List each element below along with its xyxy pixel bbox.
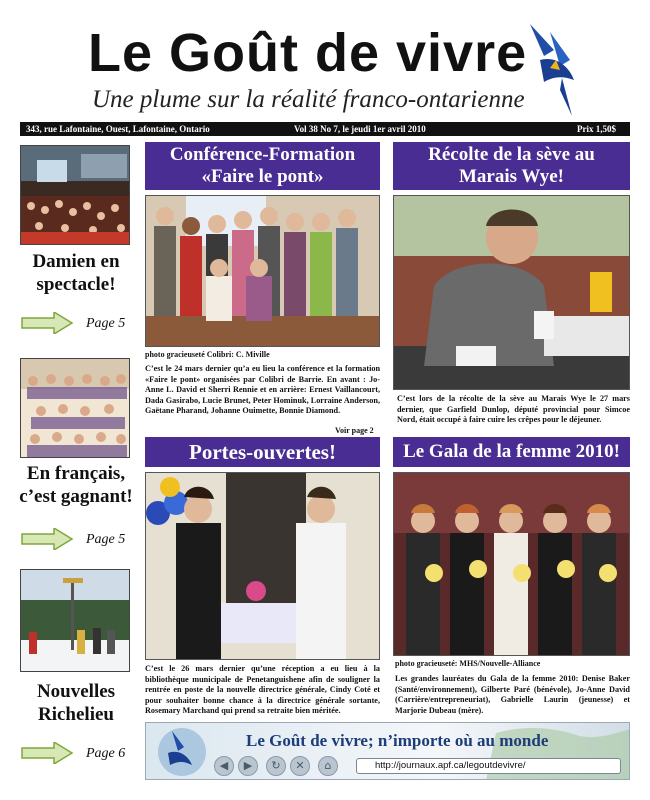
headline-portes: Portes-ouvertes! — [145, 437, 380, 467]
caption-conference: C’est le 24 mars dernier qu’a eu lieu la conférence et la formation «Faire le pont» organisées par Colibri de Barrie. En avant : Jo-Anne L. David et Sherri Rennie et en arrière: Ernest Vaillancourt, Dada Gasirabo, Lucie Brunet, Peter Hominuk, Lorraine Anderson, Gaëtane Pharand, Johanne Ouimette, Bonnie Diamond. — [145, 364, 380, 416]
address: 343, rue Lafontaine, Ouest, Lafontaine, Ontario — [26, 124, 210, 134]
bird-logo-icon — [520, 20, 582, 118]
arrow-icon — [20, 742, 74, 764]
newspaper-title: Le Goût de vivre — [88, 23, 528, 83]
sidebar-link-richelieu[interactable] — [20, 740, 132, 768]
forward-icon[interactable]: ▶ — [238, 756, 258, 776]
headline-conference: Conférence-Formation «Faire le pont» — [145, 142, 380, 190]
page-reference: Page 5 — [86, 532, 126, 547]
caption-seve: C’est lors de la récolte de la sève au Marais Wye le 27 mars dernier, que Garfield Dunlop, député provincial pour Simcoe Nord, était occupé à faire cuire les crêpes pour le déjeuner. — [397, 394, 630, 425]
photo-gala — [393, 472, 630, 656]
price: Prix 1,50$ — [577, 124, 616, 134]
url-bar[interactable] — [356, 758, 621, 774]
sidebar-photo-winter — [20, 569, 130, 672]
issue-number: Vol 38 No 7, le jeudi 1er avril 2010 — [294, 124, 426, 134]
page-reference: Page 5 — [86, 316, 126, 331]
photo-credit-gala: photo gracieuseté: MHS/Nouvelle-Alliance — [395, 659, 541, 668]
back-icon[interactable]: ◀ — [214, 756, 234, 776]
banner-title: Le Goût de vivre; n’importe où au monde — [246, 731, 549, 750]
photo-credit-conference: photo gracieuseté Colibri: C. Miville — [145, 350, 270, 359]
url-text: http://journaux.apf.ca/legoutdevivre/ — [375, 760, 526, 771]
sidebar-link-damien[interactable] — [20, 310, 132, 338]
refresh-icon[interactable]: ↻ — [266, 756, 286, 776]
photo-conference — [145, 195, 380, 347]
see-page-link[interactable]: Voir page 2 — [335, 426, 374, 435]
sidebar-headline-damien: Damien en spectacle! — [32, 251, 120, 295]
stop-icon[interactable]: ✕ — [290, 756, 310, 776]
photo-portes — [145, 472, 380, 660]
bird-logo-icon — [152, 725, 212, 779]
sidebar-headline-richelieu: Nouvelles Richelieu — [36, 681, 116, 725]
issue-info-bar — [20, 122, 630, 136]
arrow-icon — [20, 528, 74, 550]
page-reference: Page 6 — [86, 746, 126, 761]
sidebar-headline-francais: En français, c’est gagnant! — [19, 463, 133, 507]
photo-seve — [393, 195, 630, 390]
home-icon[interactable]: ⌂ — [318, 756, 338, 776]
caption-portes: C’est le 26 mars dernier qu’une réception a eu lieu à la bibliothèque municipale de Penetanguishene afin de souligner la rentrée en poste de la nouvelle directrice générale, Cindy Coté et pour souhaiter bonne chance à la directrice générale sortante, Rosemary Marchand qui prend sa retraite bien méritée. — [145, 664, 380, 716]
headline-gala: Le Gala de la femme 2010! — [393, 437, 630, 467]
arrow-icon — [20, 312, 74, 334]
website-banner[interactable] — [145, 722, 630, 780]
sidebar-photo-concert — [20, 145, 130, 245]
newspaper-tagline: Une plume sur la réalité franco-ontarienne — [92, 86, 525, 113]
sidebar-photo-group — [20, 358, 130, 458]
headline-seve: Récolte de la sève au Marais Wye! — [393, 142, 630, 190]
sidebar-link-francais[interactable] — [20, 526, 132, 554]
masthead — [0, 0, 650, 122]
caption-gala: Les grandes lauréates du Gala de la femme 2010: Denise Baker (Santé/environnement), Gilberte Paré (bénévole), Jo-Anne David (Carrière/entrepreneuriat), Gabrielle Laurin (jeunesse) et Marjorie Dubeau (mère). — [395, 674, 630, 715]
